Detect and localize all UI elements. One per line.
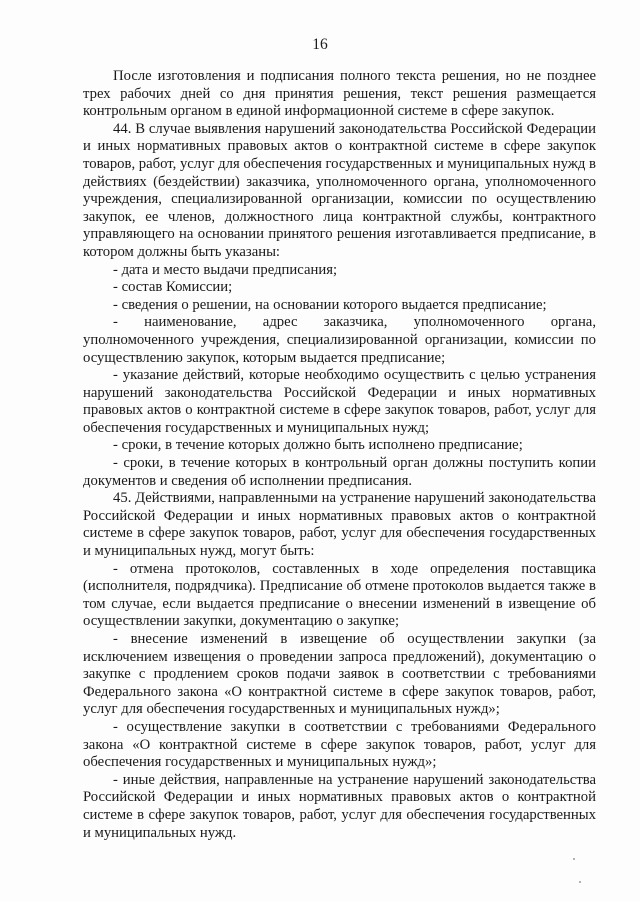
paragraph-44-intro: 44. В случае выявления нарушений законодательства Российской Федерации и иных нормативных правовых актов о контрактной системе в сфере закупок товаров, работ, услуг для обеспечения государственных и муниципальных нужд в действиях (бездействии) заказчика, уполномоченного органа, уполномоченного учреждения, специализированной организации, комиссии по осуществлению закупок, ее членов, должностного лица контрактной службы, контрактного управляющего на основании принятого решения изготавливается предписание, в котором должны быть указаны: bbox=[83, 120, 596, 260]
list-item-date-place: - дата и место выдачи предписания; bbox=[113, 261, 338, 278]
paragraph-publication-deadline: После изготовления и подписания полного текста решения, но не позднее трех рабочих дней со дня принятия решения, текст решения размещается контрольным органом в единой информационной системе в сфере закупок. bbox=[83, 68, 596, 120]
list-item-decision-info: - сведения о решении, на основании которого выдается предписание; bbox=[113, 296, 547, 313]
paragraph-45-intro: 45. Действиями, направленными на устранение нарушений законодательства Российской Федерации и иных нормативных правовых актов о контрактной системе в сфере закупок товаров, работ, услуг для обеспечения государственных и муниципальных нужд, могут быть: bbox=[83, 490, 596, 560]
list-item-cancel-protocols: - отмена протоколов, составленных в ходе определения поставщика (исполнителя, подрядчика). Предписание об отмене протоколов выдается также в том случае, если выдается предписание о внесении изменений в извещение об осуществлении закупки, документацию о закупке; bbox=[83, 560, 596, 630]
scan-speck bbox=[573, 858, 575, 860]
list-item-amend-notice: - внесение изменений в извещение об осуществлении закупки (за исключением извещения о проведении запроса предложений), документацию о закупке с продлением сроков подачи заявок в соответствии с требованиями Федерального закона «О контрактной системе в сфере закупок товаров, работ, услуг для обеспечения государственных и муниципальных нужд»; bbox=[83, 631, 596, 718]
list-item-conduct-procurement: - осуществление закупки в соответствии с требованиями Федерального закона «О контрактной системе в сфере закупок товаров, работ, услуг для обеспечения государственных и муниципальных нужд»; bbox=[83, 718, 596, 771]
list-item-commission: - состав Комиссии; bbox=[113, 279, 233, 296]
list-item-deadline-execution: - сроки, в течение которых должно быть исполнено предписание; bbox=[113, 437, 523, 454]
scan-speck bbox=[579, 881, 581, 883]
page-number: 16 bbox=[312, 36, 328, 53]
list-item-other-actions: - иные действия, направленные на устранение нарушений законодательства Российской Федерации и иных нормативных правовых актов о контрактной системе в сфере закупок товаров, работ, услуг для обеспечения государственных и муниципальных нужд. bbox=[83, 771, 596, 841]
list-item-recipient: - наименование, адрес заказчика, уполномоченного органа, уполномоченного учреждения, специализированной организации, комиссии по осуществлению закупок, которым выдается предписание; bbox=[83, 314, 596, 366]
document-body bbox=[83, 68, 596, 842]
list-item-deadline-documents: - сроки, в течение которых в контрольный орган должны поступить копии документов и сведения об исполнении предписания. bbox=[83, 455, 596, 489]
list-item-actions: - указание действий, которые необходимо осуществить с целью устранения нарушений законодательства Российской Федерации и иных нормативных правовых актов о контрактной системе в сфере закупок товаров, работ, услуг для обеспечения государственных и муниципальных нужд; bbox=[83, 367, 596, 436]
